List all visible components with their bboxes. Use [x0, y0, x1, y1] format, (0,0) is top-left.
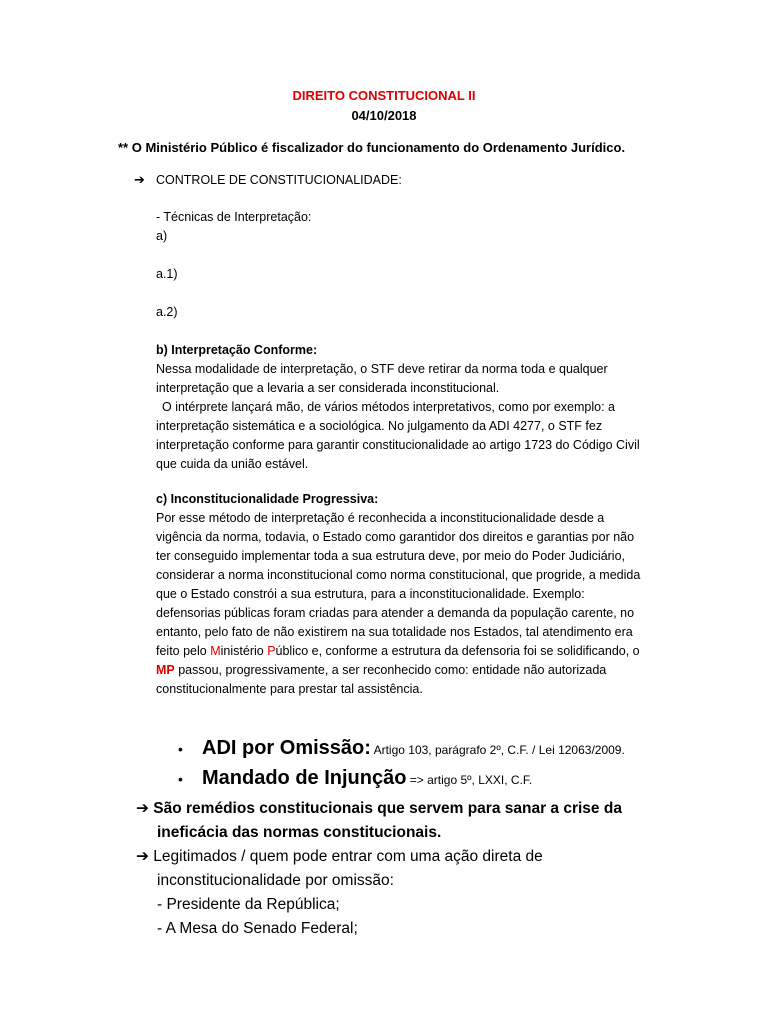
- bullet-mandado-injuncao: [178, 767, 532, 790]
- section-c-text-part2: passou, progressivamente, a ser reconhecido como: entidade não autorizada constitucionalmente para prestar tal assistência.: [156, 663, 607, 696]
- arrow-point-line: ineficácia das normas constitucionais.: [157, 824, 442, 841]
- bullet-term: Mandado de Injunção: [202, 767, 407, 789]
- item-a2: a.2): [156, 305, 178, 319]
- note-text: ** O Ministério Público é fiscalizador do funcionamento do Ordenamento Jurídico.: [118, 140, 626, 155]
- list-item: - A Mesa do Senado Federal;: [157, 920, 358, 937]
- bullet-term: ADI por Omissão:: [202, 737, 371, 759]
- highlight-m: M: [210, 644, 221, 658]
- arrow-point-line: Legitimados / quem pode entrar com uma ação direta de: [153, 848, 543, 865]
- section-b-paragraph-1: Nessa modalidade de interpretação, o STF deve retirar da norma toda e qualquer interpretação que a levaria a ser considerada inconstitucional.: [156, 362, 608, 395]
- document-date: 04/10/2018: [351, 108, 417, 123]
- bullet-detail: => artigo 5º, LXXI, C.F.: [406, 773, 533, 787]
- arrow-point-remedios: [136, 797, 622, 845]
- section-heading-text: CONTROLE DE CONSTITUCIONALIDADE:: [156, 173, 402, 187]
- highlight-mp: MP: [156, 663, 175, 677]
- section-b: [156, 341, 646, 474]
- right-arrow-icon: ➔: [136, 800, 154, 817]
- right-arrow-icon: ➔: [136, 848, 154, 865]
- arrow-point-line: São remédios constitucionais que servem para sanar a crise da: [153, 800, 622, 817]
- item-a: a): [156, 229, 168, 243]
- arrow-point-line: inconstitucionalidade por omissão:: [157, 872, 394, 889]
- section-c-paragraph: [156, 509, 646, 699]
- section-c-heading: c) Inconstitucionalidade Progressiva:: [156, 492, 379, 506]
- bullet-dot-icon: •: [178, 771, 183, 787]
- techniques-block: [156, 208, 646, 246]
- item-a1: a.1): [156, 267, 178, 281]
- list-item: - Presidente da República;: [157, 896, 340, 913]
- highlight-p: P: [267, 644, 276, 658]
- section-b-heading: b) Interpretação Conforme:: [156, 343, 318, 357]
- bullet-adi-omissao: [178, 737, 625, 760]
- section-c: [156, 490, 646, 699]
- section-c-text-part1: Por esse método de interpretação é reconhecida a inconstitucionalidade desde a vigência da norma, todavia, o Estado como garantidor dos direitos e garantias por não ter conseguido implementar toda a sua estrutura deve, por meio do Poder Judiciário, considerar a norma inconstitucional como norma constitucional, que progride, a medida que o Estado constrói a sua estrutura, para a inconstitucionalidade. Exemplo: defensorias públicas foram criadas para atender a demanda da população carente, no entanto, pelo fato de não existirem na sua totalidade nos Estados, tal atendimento era feito pelo: [156, 511, 641, 658]
- section-b-paragraph-2: O intérprete lançará mão, de vários métodos interpretativos, como por exemplo: a interpretação sistemática e a sociológica. No julgamento da ADI 4277, o STF fez interpretação conforme para garantir constitucionalidade ao artigo 1723 do Código Civil que cuida da união estável.: [156, 400, 640, 471]
- arrow-point-legitimados: [136, 845, 543, 941]
- right-arrow-icon: ➔: [134, 172, 145, 187]
- document-title: DIREITO CONSTITUCIONAL II: [292, 88, 476, 103]
- techniques-label: - Técnicas de Interpretação:: [156, 210, 312, 224]
- section-heading-controle: [134, 170, 402, 190]
- section-c-text-ublico: úblico e, conforme a estrutura da defensoria foi se solidificando, o: [275, 644, 640, 658]
- bullet-dot-icon: •: [178, 741, 183, 757]
- section-c-text-inisterio: inistério: [220, 644, 268, 658]
- bullet-detail: Artigo 103, parágrafo 2º, C.F. / Lei 12063/2009.: [370, 743, 625, 757]
